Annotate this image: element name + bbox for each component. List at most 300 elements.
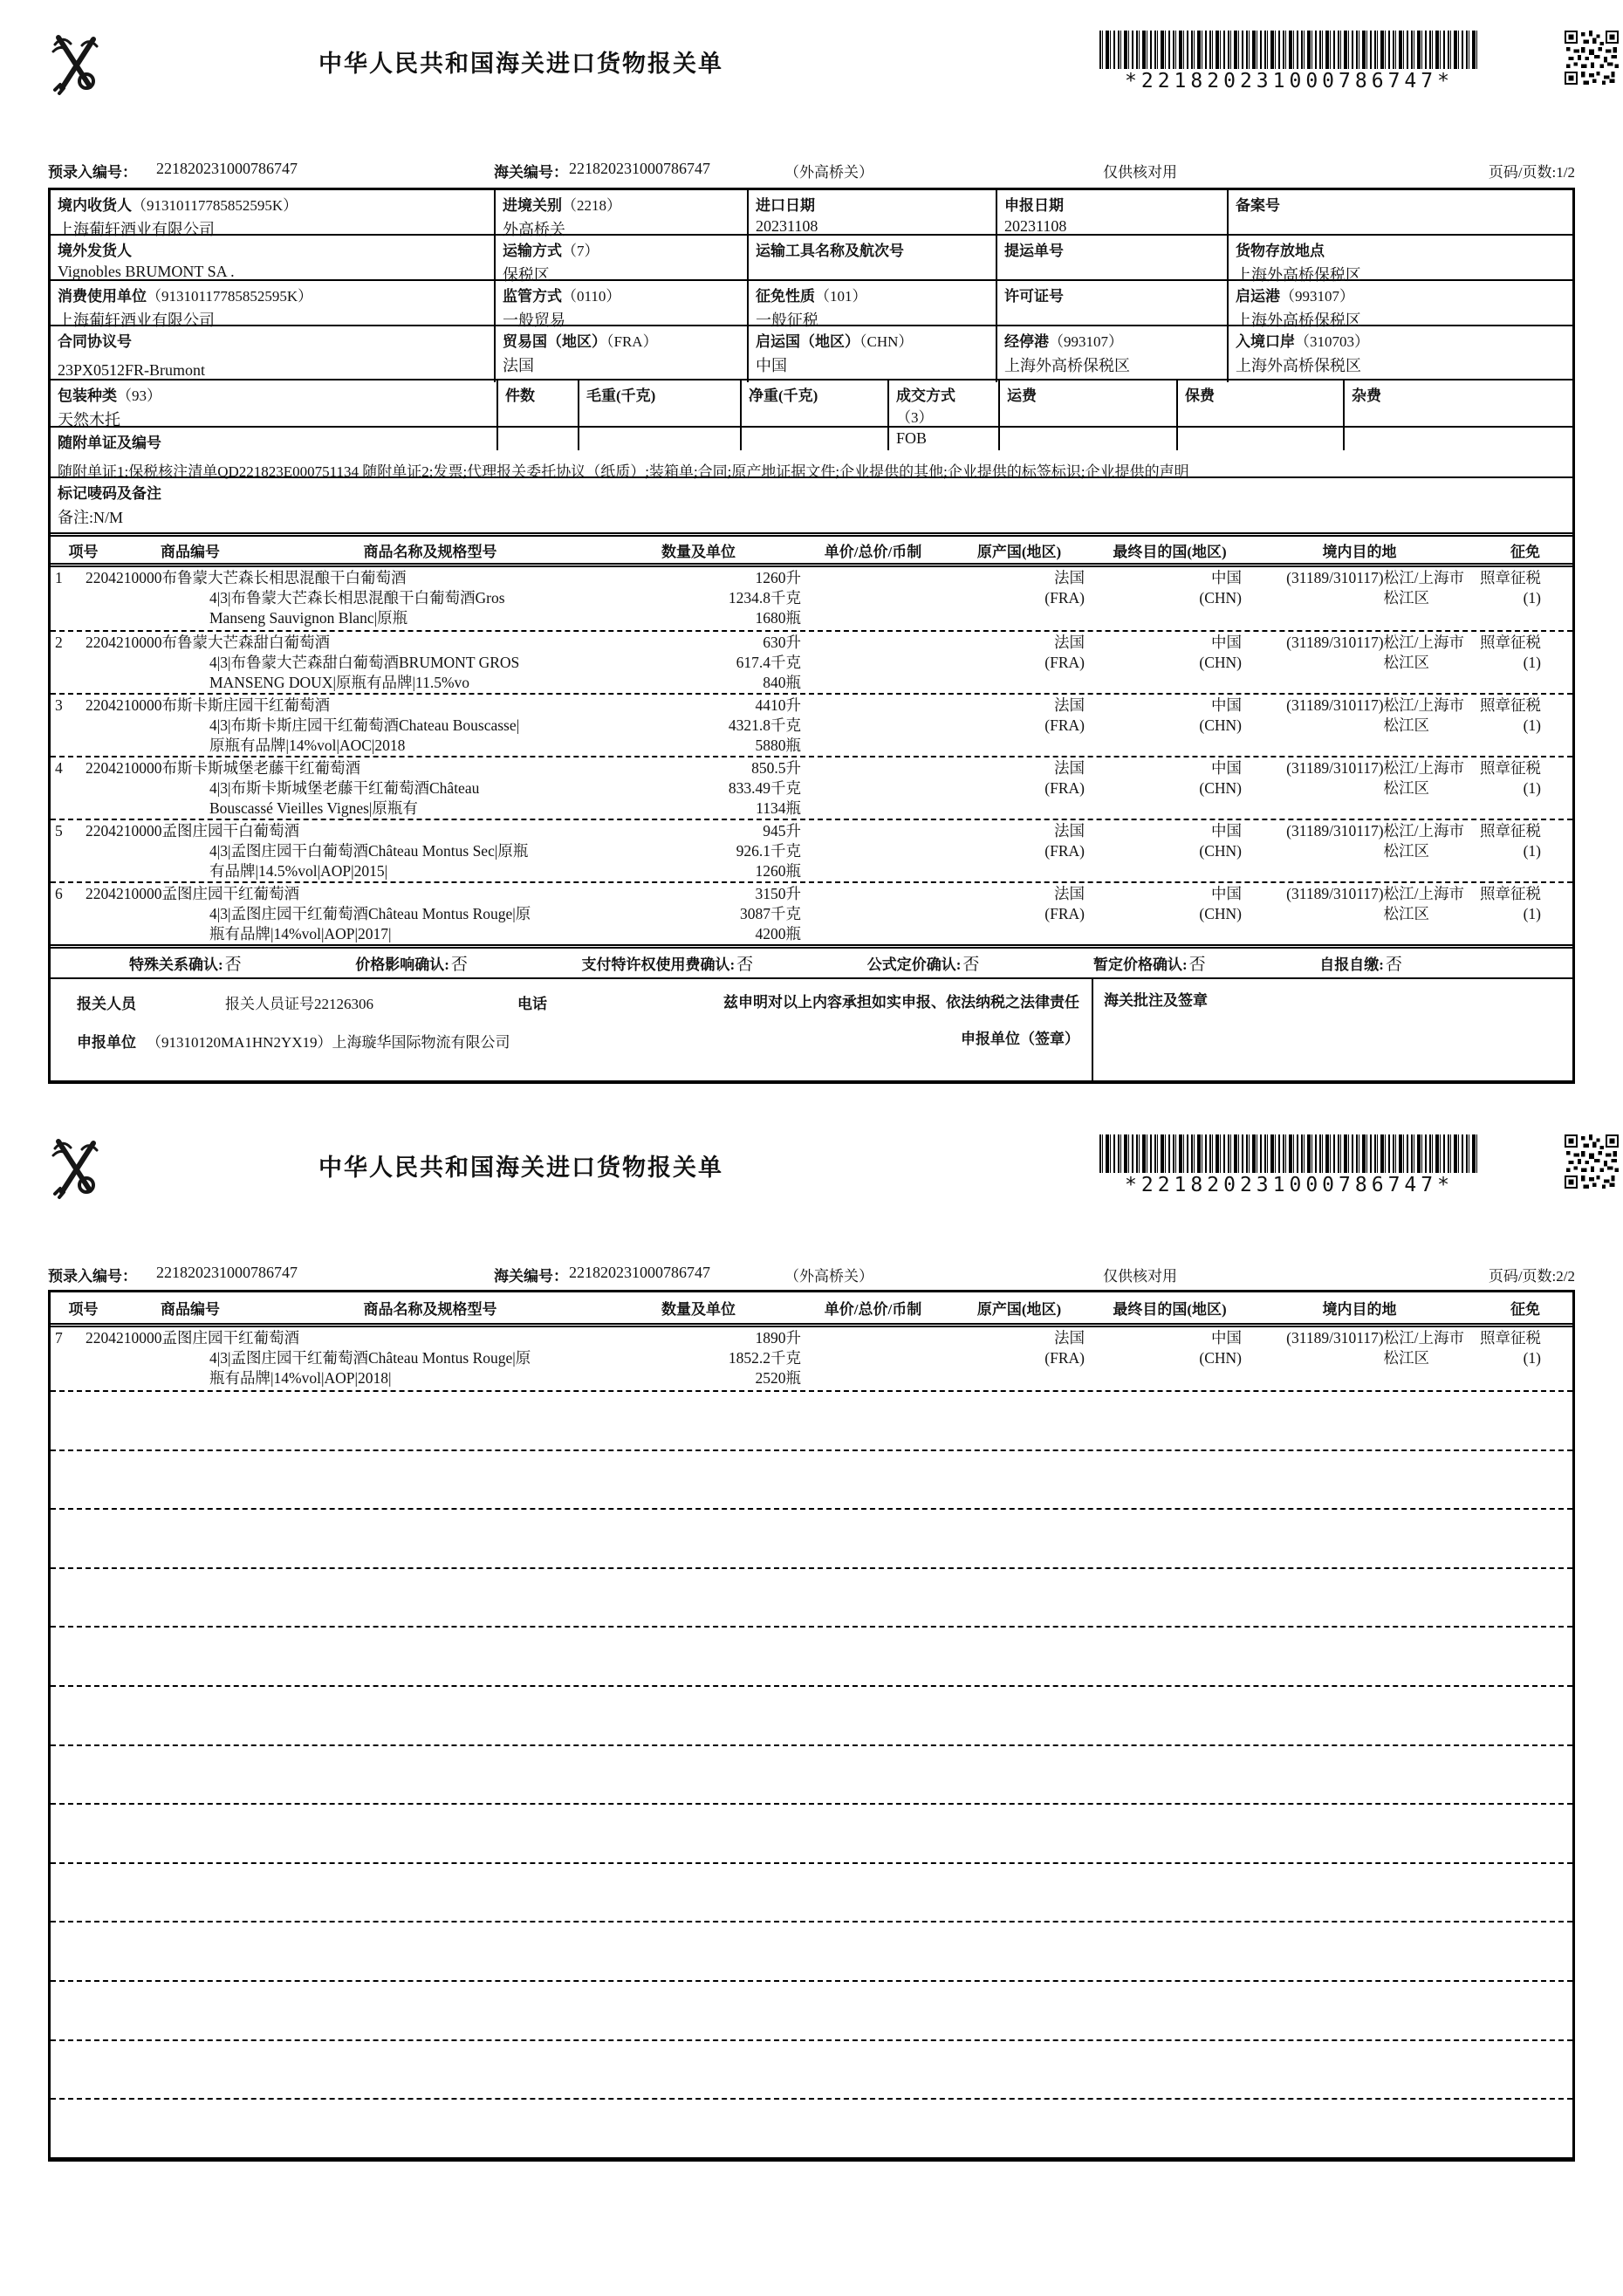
declaration-statement: 兹申明对以上内容承担如实申报、依法纳税之法律责任 (723, 994, 1079, 1011)
field-code: （0110） (562, 288, 621, 305)
item-domestic-dest: (31189/310117)松江/上海市 (1286, 822, 1464, 840)
barcode-stripes (1099, 1134, 1479, 1173)
field-freight (1000, 380, 1178, 450)
barcode (1099, 1134, 1479, 1196)
item-number: 5 (55, 822, 63, 840)
item-spec-line: 瓶有品牌|14%vol|AOP|2018| (209, 1369, 392, 1387)
item-quantity: 4321.8千克 (728, 716, 801, 734)
item-price-cell (801, 633, 945, 693)
item-domestic-district: 松江区 (1383, 654, 1429, 671)
item-tax-cell (1473, 633, 1578, 693)
item-spec-line: 4|3|布鲁蒙大芒森甜白葡萄酒BRUMONT GROS (209, 654, 520, 671)
item-origin-code: (FRA) (1044, 1349, 1085, 1367)
goods-col-header: 商品编号 (161, 1301, 220, 1318)
item-hs-code: 2204210000 (86, 696, 162, 714)
item-origin-country: 法国 (1054, 885, 1085, 902)
item-origin-code: (FRA) (1044, 779, 1085, 797)
item-dest-code: (CHN) (1199, 716, 1242, 734)
field-consignee (51, 190, 496, 243)
item-quantity: 617.4千克 (736, 654, 801, 671)
confirmation-label: 自报自缴: (1319, 956, 1384, 973)
item-dest-code: (CHN) (1199, 1349, 1242, 1367)
item-tax-cell (1473, 821, 1578, 881)
item-hs-code: 2204210000 (86, 885, 162, 902)
field-contract-no (51, 326, 496, 382)
item-number: 4 (55, 759, 63, 777)
goods-col-header: 征免 (1510, 543, 1540, 560)
item-quantity: 926.1千克 (736, 842, 801, 860)
field-value: 上海外高桥保税区 (1004, 357, 1130, 374)
field-piece-count (498, 380, 579, 450)
doc-title: 中华人民共和国海关进口货物报关单 (318, 51, 723, 77)
goods-empty-row (51, 1980, 1572, 2039)
field-label: 启运港 (1236, 288, 1280, 305)
field-label: 备案号 (1236, 197, 1280, 214)
field-value: 20231108 (1004, 217, 1067, 235)
customs-number: 221820231000786747 (569, 1264, 710, 1281)
field-label: 杂费 (1352, 387, 1381, 404)
item-quantity-cell (596, 884, 801, 944)
item-tax-mode: 照章征税 (1480, 569, 1541, 586)
declarant-label: 报关人员 (77, 996, 136, 1012)
item-price-cell (801, 758, 945, 819)
agent-value: （91310120MA1HN2YX19）上海璇华国际物流有限公司 (147, 1034, 510, 1051)
confirmation-item (1093, 951, 1206, 975)
page1-header (48, 31, 1619, 99)
item-tax-mode: 照章征税 (1480, 885, 1541, 902)
item-hs-code: 2204210000 (86, 759, 162, 777)
page2-header (48, 1134, 1619, 1203)
goods-col-header: 最终目的国(地区) (1113, 1301, 1227, 1318)
confirmation-label: 支付特许权使用费确认: (581, 956, 736, 973)
barcode-text: *221820231000786747* (1125, 70, 1454, 93)
confirmation-row (51, 944, 1572, 977)
item-quantity-cell (596, 821, 801, 881)
confirmation-value: 否 (224, 956, 242, 974)
item-quantity: 5880瓶 (755, 737, 801, 754)
item-spec-line: 4|3|布斯卡斯庄园干红葡萄酒Chateau Bouscasse| (209, 716, 520, 734)
item-dest-country: 中国 (1211, 696, 1242, 714)
goods-item-row (51, 630, 1572, 693)
field-value: 上海外高桥保税区 (1236, 312, 1361, 329)
item-hs-code: 2204210000 (86, 634, 162, 651)
field-value: 20231108 (756, 217, 818, 235)
field-label: 入境口岸 (1236, 333, 1295, 350)
item-origin-cell (945, 1328, 1093, 1390)
item-name: 布斯卡斯庄园干红葡萄酒 (161, 696, 330, 714)
item-origin-code: (FRA) (1044, 905, 1085, 922)
item-price-cell (801, 696, 945, 756)
field-label: 消费使用单位 (58, 288, 147, 305)
item-tax-code: (1) (1523, 589, 1541, 607)
item-dest-country: 中国 (1211, 885, 1242, 902)
item-origin-cell (945, 884, 1093, 944)
item-domestic-dest: (31189/310117)松江/上海市 (1286, 885, 1464, 902)
barcode-text: *221820231000786747* (1125, 1174, 1454, 1196)
item-spec-line: 4|3|孟图庄园干白葡萄酒Château Montus Sec|原瓶 (209, 842, 529, 860)
field-entry-port (1229, 326, 1578, 382)
field-code: （91310117785852595K） (147, 288, 313, 305)
field-value: FOB (896, 429, 928, 447)
item-spec-line: Manseng Sauvignon Blanc|原瓶 (209, 609, 408, 627)
field-label: 件数 (505, 387, 535, 404)
declarant-section (51, 979, 1093, 1080)
item-dest-country: 中国 (1211, 1329, 1242, 1347)
goods-item-row (51, 1327, 1572, 1390)
pre-entry-label: 预录入编号： (48, 1268, 137, 1285)
item-domestic-dest: (31189/310117)松江/上海市 (1286, 696, 1464, 714)
customs-house: （外高桥关） (784, 164, 873, 181)
confirmation-value: 否 (1385, 956, 1402, 974)
field-departure-country (749, 326, 997, 382)
goods-col-header: 项号 (68, 543, 99, 560)
marks-content: 备注:N/M (58, 509, 124, 526)
field-value: 天然木托 (58, 411, 120, 428)
item-name-cell (86, 633, 596, 693)
form-row (51, 326, 1572, 380)
field-label: 境内收货人 (58, 197, 132, 214)
field-value: 23PX0512FR-Brumont (58, 361, 206, 379)
item-tax-cell (1473, 568, 1578, 630)
field-code: （310703） (1295, 333, 1369, 350)
page-number: 页码/页数:2/2 (1488, 1268, 1575, 1285)
goods-table-header (51, 532, 1572, 567)
item-domestic-dest-cell (1246, 821, 1473, 881)
field-trade-country (496, 326, 749, 382)
pre-entry-number: 221820231000786747 (156, 1264, 298, 1281)
confirmation-value: 否 (450, 956, 468, 974)
item-quantity-cell (596, 568, 801, 630)
confirmation-item (1319, 951, 1402, 975)
goods-item-row (51, 567, 1572, 630)
goods-table-body-2 (51, 1327, 1572, 1390)
goods-col-header: 最终目的国(地区) (1113, 543, 1227, 560)
field-value: 法国 (503, 357, 534, 374)
item-domestic-dest: (31189/310117)松江/上海市 (1286, 1329, 1464, 1347)
item-destination-cell (1093, 568, 1246, 630)
item-quantity: 1680瓶 (755, 609, 801, 627)
agent-label: 申报单位 (77, 1034, 136, 1051)
item-quantity: 4200瓶 (755, 925, 801, 942)
pre-entry-row-1 (48, 160, 1575, 181)
field-label: 保费 (1185, 387, 1215, 404)
check-note: 仅供核对用 (1103, 1268, 1177, 1285)
item-dest-country: 中国 (1211, 759, 1242, 777)
check-note: 仅供核对用 (1103, 164, 1177, 181)
item-tax-code: (1) (1523, 905, 1541, 922)
item-hs-code: 2204210000 (86, 822, 162, 840)
barcode-stripes (1099, 31, 1479, 69)
goods-empty-row (51, 1921, 1572, 1980)
item-tax-cell (1473, 758, 1578, 819)
goods-col-header: 商品编号 (161, 543, 220, 560)
pre-entry-label: 预录入编号： (48, 164, 137, 181)
item-origin-cell (945, 758, 1093, 819)
field-label: 许可证号 (1004, 288, 1064, 305)
field-value: 外高桥关 (503, 221, 565, 238)
field-storage-place (1229, 236, 1578, 288)
qr-code (1565, 1134, 1619, 1189)
goods-col-header: 数量及单位 (661, 543, 736, 560)
item-dest-code: (CHN) (1199, 654, 1242, 671)
goods-col-header: 数量及单位 (661, 1301, 736, 1318)
item-name-cell (86, 884, 596, 944)
goods-empty-row (51, 1450, 1572, 1509)
item-destination-cell (1093, 821, 1246, 881)
item-name-cell (86, 568, 596, 630)
confirmation-label: 公式定价确认: (866, 956, 962, 973)
goods-col-header: 单价/总价/币制 (824, 1301, 922, 1318)
goods-col-header: 征免 (1510, 1301, 1540, 1318)
item-quantity-cell (596, 758, 801, 819)
field-transport-mode (496, 236, 749, 288)
customs-emblem-logo (48, 31, 104, 97)
field-value: 一般贸易 (503, 312, 565, 329)
item-tax-cell (1473, 884, 1578, 944)
barcode (1099, 31, 1479, 93)
item-spec-line: 瓶有品牌|14%vol|AOP|2017| (209, 925, 392, 942)
goods-item-row (51, 819, 1572, 881)
item-origin-country: 法国 (1054, 569, 1085, 586)
item-destination-cell (1093, 884, 1246, 944)
confirmation-value: 否 (1188, 956, 1206, 974)
item-hs-code: 2204210000 (86, 569, 162, 586)
goods-col-header: 境内目的地 (1322, 1301, 1397, 1318)
field-value: 上海外高桥保税区 (1236, 266, 1361, 284)
field-value: 上海葡轩酒业有限公司 (58, 221, 215, 238)
item-quantity: 3087千克 (740, 905, 801, 922)
customs-number-label: 海关编号： (494, 164, 568, 181)
item-dest-country: 中国 (1211, 822, 1242, 840)
field-label: 运费 (1007, 387, 1037, 404)
item-quantity: 1260升 (755, 569, 801, 586)
item-name-cell (86, 758, 596, 819)
field-overseas-shipper (51, 236, 496, 288)
confirmation-label: 价格影响确认: (355, 956, 449, 973)
field-label: 合同协议号 (58, 333, 132, 350)
item-quantity: 1260瓶 (755, 862, 801, 880)
item-number: 7 (55, 1329, 63, 1347)
item-domestic-district: 松江区 (1383, 842, 1429, 860)
item-domestic-dest: (31189/310117)松江/上海市 (1286, 569, 1464, 586)
confirmation-value: 否 (962, 956, 980, 974)
field-code: （CHN） (859, 333, 914, 350)
field-bl-no (997, 236, 1229, 288)
field-code: （993107） (1049, 333, 1123, 350)
item-quantity: 2520瓶 (755, 1369, 801, 1387)
field-value: 保税区 (503, 266, 550, 284)
field-consumer-unit (51, 281, 496, 333)
goods-empty-row (51, 1567, 1572, 1627)
item-quantity: 1234.8千克 (728, 589, 801, 607)
confirmation-label: 暂定价格确认: (1093, 956, 1188, 973)
item-domestic-dest-cell (1246, 696, 1473, 756)
item-number: 2 (55, 634, 63, 651)
pre-entry-row-2 (48, 1264, 1575, 1285)
item-hs-code: 2204210000 (86, 1329, 162, 1347)
field-record-no (1229, 190, 1578, 243)
item-origin-code: (FRA) (1044, 842, 1085, 860)
item-dest-country: 中国 (1211, 569, 1242, 586)
field-levy-nature (749, 281, 997, 333)
item-spec-line: 4|3|布鲁蒙大芒森长相思混酿干白葡萄酒Gros (209, 589, 505, 607)
item-destination-cell (1093, 633, 1246, 693)
field-label: 征免性质 (756, 288, 815, 305)
customs-number: 221820231000786747 (569, 160, 710, 177)
item-name: 布鲁蒙大芒森甜白葡萄酒 (161, 634, 330, 651)
item-origin-cell (945, 696, 1093, 756)
field-misc-fees (1345, 380, 1578, 450)
marks-label: 标记唛码及备注 (58, 485, 161, 502)
goods-col-header: 项号 (68, 1301, 99, 1318)
item-origin-country: 法国 (1054, 759, 1085, 777)
field-label: 进口日期 (756, 197, 815, 214)
item-domestic-dest-cell (1246, 633, 1473, 693)
field-entry-customs (496, 190, 749, 243)
item-spec-line: 4|3|孟图庄园干红葡萄酒Château Montus Rouge|原 (209, 905, 531, 922)
item-dest-country: 中国 (1211, 634, 1242, 651)
item-tax-mode: 照章征税 (1480, 759, 1541, 777)
agent-seal-label: 申报单位（签章） (961, 1031, 1079, 1047)
item-quantity: 840瓶 (763, 674, 801, 691)
item-tax-code: (1) (1523, 716, 1541, 734)
item-domestic-district: 松江区 (1383, 716, 1429, 734)
item-price-cell (801, 568, 945, 630)
field-value: 中国 (756, 357, 787, 374)
customs-notes-section (1093, 979, 1572, 1080)
item-origin-cell (945, 821, 1093, 881)
field-value: 上海外高桥保税区 (1236, 357, 1361, 374)
pre-entry-number: 221820231000786747 (156, 160, 298, 177)
field-label: 货物存放地点 (1236, 243, 1325, 259)
goods-empty-row (51, 1390, 1572, 1450)
item-name: 孟图庄园干红葡萄酒 (161, 1329, 299, 1347)
item-quantity: 1890升 (755, 1329, 801, 1347)
item-destination-cell (1093, 1328, 1246, 1390)
field-import-date (749, 190, 997, 243)
field-declare-date (997, 190, 1229, 243)
customs-number-label: 海关编号： (494, 1268, 568, 1285)
item-name: 孟图庄园干白葡萄酒 (161, 822, 299, 840)
confirmation-item (355, 951, 468, 975)
item-tax-mode: 照章征税 (1480, 1329, 1541, 1347)
customs-emblem-logo (48, 1134, 104, 1201)
field-label: 经停港 (1004, 333, 1049, 350)
goods-col-header: 单价/总价/币制 (824, 543, 922, 560)
field-code: （93） (117, 387, 161, 404)
item-tax-code: (1) (1523, 1349, 1541, 1367)
declaration-sheet-2 (48, 1290, 1575, 2162)
field-departure-port (1229, 281, 1578, 333)
item-spec-line: 4|3|布斯卡斯城堡老藤干红葡萄酒Château (209, 779, 480, 797)
item-destination-cell (1093, 758, 1246, 819)
confirmation-item (129, 951, 242, 975)
goods-empty-row (51, 1803, 1572, 1862)
confirmation-value: 否 (736, 956, 754, 974)
field-label: 包装种类 (58, 387, 117, 404)
goods-empty-row (51, 1744, 1572, 1804)
item-price-cell (801, 821, 945, 881)
field-marks-remarks (51, 478, 1572, 532)
item-quantity-cell (596, 696, 801, 756)
field-stop-port (997, 326, 1229, 382)
field-code: （3） (896, 409, 934, 426)
customs-house: （外高桥关） (784, 1268, 873, 1285)
field-gross-weight (579, 380, 742, 450)
doc-title: 中华人民共和国海关进口货物报关单 (318, 1155, 723, 1181)
field-code: （91310117785852595K） (132, 197, 298, 214)
field-label: 运输工具名称及航次号 (756, 243, 904, 259)
item-name: 布斯卡斯城堡老藤干红葡萄酒 (161, 759, 360, 777)
item-domestic-dest: (31189/310117)松江/上海市 (1286, 759, 1464, 777)
item-quantity-cell (596, 633, 801, 693)
field-transaction-mode (889, 380, 1000, 450)
item-origin-country: 法国 (1054, 696, 1085, 714)
goods-empty-row (51, 2098, 1572, 2157)
item-domestic-district: 松江区 (1383, 1349, 1429, 1367)
item-quantity: 945升 (763, 822, 801, 840)
item-origin-code: (FRA) (1044, 589, 1085, 607)
page-number: 页码/页数:1/2 (1488, 164, 1575, 181)
item-quantity: 4410升 (755, 696, 801, 714)
attached-docs-content: 随附单证1:保税核注清单QD221823E000751134 随附单证2:发票;代理报关委托协议（纸质）;装箱单;合同;原产地证据文件;企业提供的其他;企业提供的标签标识;企业提供的声明 (58, 463, 1189, 480)
item-quantity: 3150升 (755, 885, 801, 902)
item-spec-line: MANSENG DOUX|原瓶有品牌|11.5%vo (209, 674, 470, 691)
item-tax-code: (1) (1523, 842, 1541, 860)
item-origin-country: 法国 (1054, 634, 1085, 651)
field-value: 一般征税 (756, 312, 818, 329)
item-spec-line: Bouscassé Vieilles Vignes|原瓶有 (209, 799, 418, 817)
goods-col-header: 原产国(地区) (976, 1301, 1062, 1318)
item-number: 1 (55, 569, 63, 586)
item-origin-code: (FRA) (1044, 654, 1085, 671)
goods-empty-row (51, 1508, 1572, 1567)
item-dest-code: (CHN) (1199, 905, 1242, 922)
item-quantity: 630升 (763, 634, 801, 651)
field-label: 境外发货人 (58, 243, 132, 259)
field-label: 监管方式 (503, 288, 562, 305)
goods-table-empty-rows (51, 1390, 1572, 2157)
goods-table-body-1 (51, 567, 1572, 944)
field-value: 上海葡轩酒业有限公司 (58, 312, 215, 329)
field-label: 毛重(千克) (586, 387, 656, 404)
goods-table-header (51, 1292, 1572, 1327)
field-code: （7） (562, 243, 599, 259)
confirmation-label: 特殊关系确认: (129, 956, 223, 973)
goods-col-header: 原产国(地区) (976, 543, 1062, 560)
goods-empty-row (51, 1685, 1572, 1744)
qr-code (1565, 31, 1619, 85)
item-tax-cell (1473, 696, 1578, 756)
item-origin-country: 法国 (1054, 1329, 1085, 1347)
field-label: 成交方式 (896, 387, 955, 404)
field-label: 申报日期 (1004, 197, 1064, 214)
item-name-cell (86, 696, 596, 756)
item-dest-code: (CHN) (1199, 842, 1242, 860)
item-quantity: 833.49千克 (728, 779, 801, 797)
goods-empty-row (51, 1626, 1572, 1685)
field-value: Vignobles BRUMONT SA . (58, 263, 235, 280)
form-row (51, 190, 1572, 236)
goods-col-header: 商品名称及规格型号 (363, 543, 497, 560)
field-code: （FRA） (606, 333, 658, 350)
goods-empty-row (51, 2039, 1572, 2099)
item-domestic-district: 松江区 (1383, 905, 1429, 922)
item-domestic-dest-cell (1246, 884, 1473, 944)
item-price-cell (801, 1328, 945, 1390)
item-domestic-dest-cell (1246, 758, 1473, 819)
item-origin-cell (945, 633, 1093, 693)
